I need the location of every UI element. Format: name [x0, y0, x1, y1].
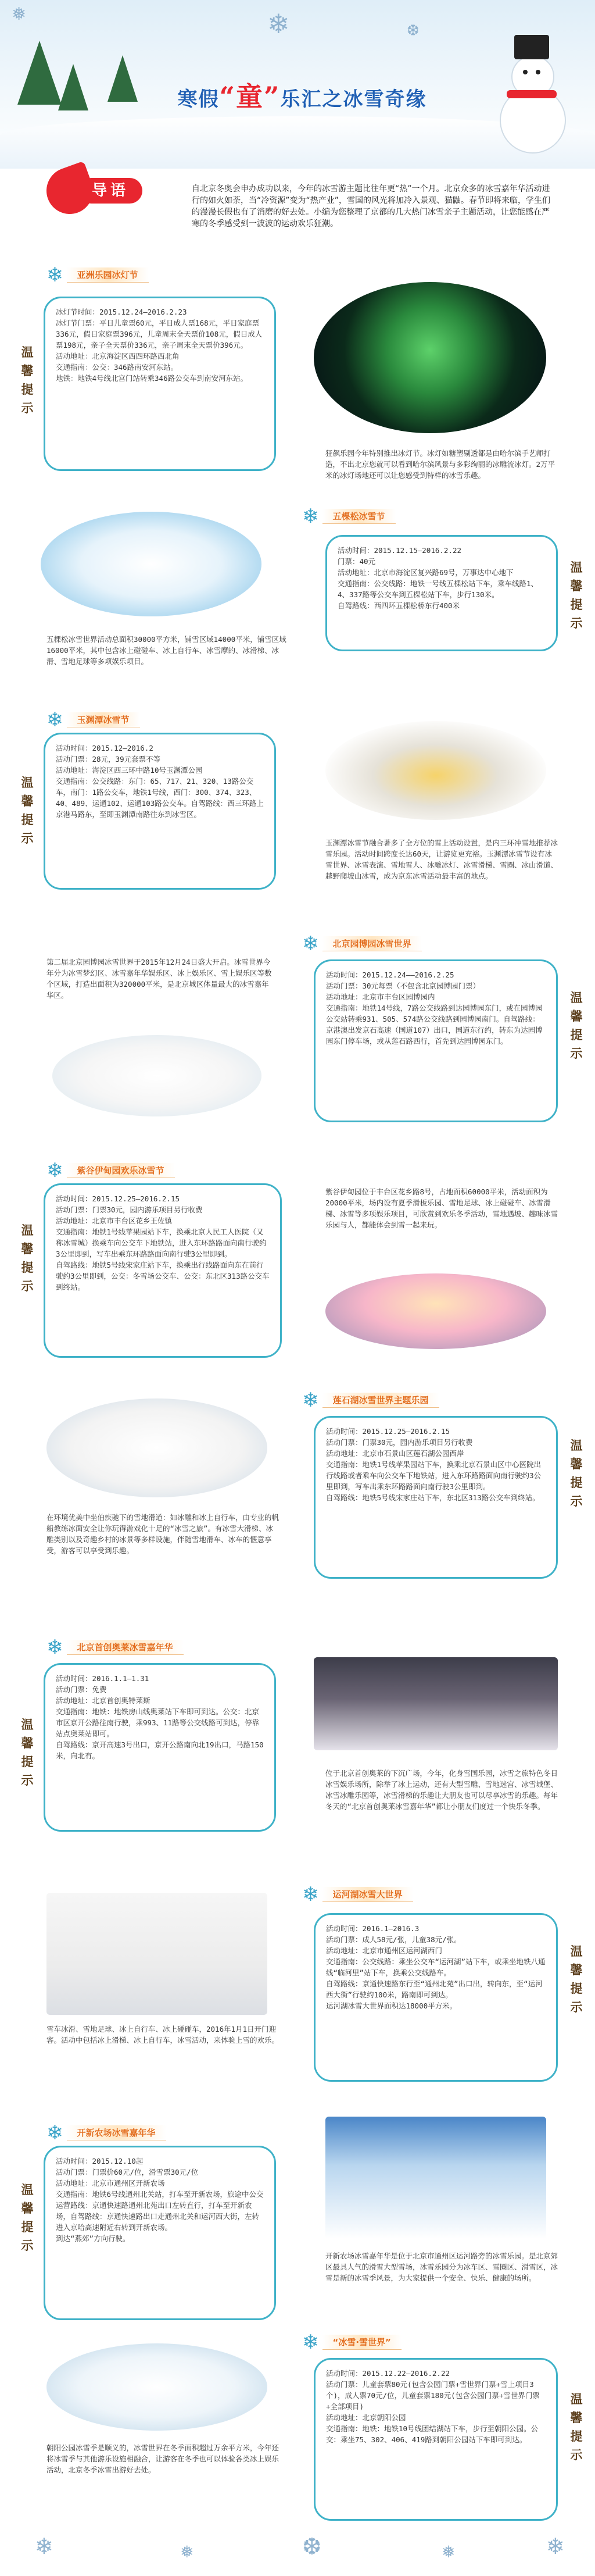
- snowman-hat: [514, 35, 549, 59]
- snowflake-icon: ❄: [46, 263, 63, 287]
- section-title-label: 紫谷伊甸园欢乐冰雪节: [67, 1163, 175, 1178]
- warm-tip-char: 示: [570, 1494, 583, 1508]
- info-line: 到达“燕郊”方向行驶。: [56, 2234, 130, 2243]
- tree-icon: [58, 64, 88, 110]
- section-title: [302, 1390, 439, 1411]
- info-line: 自驾路线：西四环五棵松桥东行400米: [338, 601, 460, 610]
- section-description: 第二届北京园博园冰雪世界于2015年12月24日盛大开启。冰雪世界今年分为冰雪梦幻区、冰雪嘉年华娱乐区、冰上娱乐区、雪上娱乐区等数个区域，打造出面积为320000平米，是北京城区体量最大的冰雪嘉年华区。: [46, 958, 272, 1000]
- info-line: 运河湖冰雪大世界面积达18000平方米。: [326, 2001, 457, 2010]
- info-box: [44, 1183, 282, 1358]
- section-title: [46, 1637, 184, 1658]
- snowflake-icon: ❄: [546, 2534, 565, 2559]
- section-title: [302, 933, 422, 954]
- info-line: 活动门票：28元，39元套票不等: [56, 755, 161, 763]
- snowflake-icon: ❅: [12, 4, 27, 24]
- warm-tip-char: 馨: [21, 794, 34, 808]
- photo-snow-play: [52, 1035, 261, 1116]
- snowflake-icon: ❆: [407, 22, 420, 40]
- snowman-eye: [523, 70, 528, 74]
- info-line: 活动地址：北京首创奥特莱斯: [56, 1696, 150, 1705]
- info-line: 交通指南：公交线路：东门：65、717、21、320、13路公交车，南门：1路公交车，地铁1号线，西门：300、374、323、40、489、运通102、运通103路公交车。自驾路线：西三环路上京港马路东，至即玉渊潭南路往东到冰雪区。: [56, 777, 264, 819]
- info-line: 交通指南：公交线路：乘坐公交车“运河湖”站下车，或乘坐地铁八通线“临河里”站下车，换乘公交线路车。: [326, 1957, 546, 1977]
- info-box: [44, 733, 276, 890]
- warm-tip-char: 提: [21, 382, 34, 397]
- section-title-label: 北京首创奥莱冰雪嘉年华: [67, 1640, 184, 1655]
- warm-tip-char: 示: [21, 2238, 34, 2253]
- info-line: 交通指南：地铁：地铁10号线团结湖站下车，步行至朝阳公园。公交：乘坐75、302、406、419路到朝阳公园站下车即可到达。: [326, 2424, 539, 2444]
- info-line: 活动门票：儿童套票80元(包含公园门票+雪世界门票+雪上项目3个)，成人票70元/位，儿童套票180元(包含公园门票+雪世界门票+全部项目): [326, 2380, 540, 2411]
- tree-icon: [17, 41, 62, 105]
- info-line: 活动地址：北京市石景山区莲石湖公园西岸: [326, 1449, 464, 1458]
- warm-tip-label: [17, 1715, 37, 1790]
- info-line: 活动时间：2015.12.15—2016.2.22: [338, 546, 462, 555]
- info-line: 自驾路线：京通快速路东行至“通州北苑”出口出，转向东，至“运河西大街”行驶约100米，路南即可到达。: [326, 1979, 543, 1999]
- info-line: 活动时间：2015.12.25—2016.2.15: [56, 1194, 180, 1203]
- warm-tip-char: 馨: [21, 1241, 34, 1256]
- warm-tip-char: 提: [21, 1260, 34, 1275]
- intro-badge: [46, 167, 145, 214]
- page-title: [139, 76, 465, 116]
- snowflake-icon: ❅: [442, 2542, 456, 2561]
- warm-tip-char: 示: [21, 401, 34, 415]
- snowflake-icon: ❄: [302, 505, 319, 528]
- snowflake-icon: ❄: [46, 1159, 63, 1182]
- snowflake-icon: ❄: [302, 2331, 319, 2354]
- snowflake-icon: ❆: [302, 2534, 322, 2560]
- info-line: 交通指南：公交线路：地铁一号线五棵松站下车，乘车线路1、4、337路等公交车到五棵松站下车，步行130米。: [338, 579, 539, 599]
- warm-tip-label: [17, 2181, 37, 2255]
- header-banner: [0, 0, 595, 169]
- info-line: 活动地址：北京市通州区开新农场: [56, 2179, 165, 2188]
- snowflake-icon: ❄: [46, 2121, 63, 2145]
- warm-tip-char: 馨: [570, 1963, 583, 1977]
- photo-snow-slope: [325, 2117, 546, 2239]
- warm-tip-char: 馨: [21, 363, 34, 378]
- intro-badge-label: 导语: [78, 178, 142, 204]
- info-line: 活动时间：2015.12—2016.2: [56, 744, 153, 752]
- info-line: 活动门票：门票30元，园内游乐项目另行收费: [56, 1205, 203, 1214]
- warm-tip-label: [17, 343, 37, 418]
- info-box: [314, 1416, 558, 1579]
- warm-tip-char: 提: [21, 1754, 34, 1769]
- section-title-label: 亚洲乐园冰灯节: [67, 267, 149, 283]
- tree-icon: [107, 55, 138, 102]
- info-line: 门票：40元: [338, 557, 376, 566]
- photo-snow-tubing: [46, 1398, 267, 1497]
- snowflake-icon: ❄: [35, 2534, 53, 2559]
- section-title: [46, 265, 149, 286]
- warm-tip-char: 温: [21, 2182, 34, 2197]
- section-title: [302, 506, 396, 527]
- info-line: 冰灯节时间：2015.12.24—2016.2.23: [56, 308, 187, 316]
- info-line: 活动地址：海淀区西三环中路10号玉渊潭公园: [56, 766, 203, 775]
- warm-tip-char: 馨: [570, 1457, 583, 1471]
- warm-tip-label: [567, 1436, 586, 1511]
- section-title-label: 莲石湖冰雪世界主题乐园: [322, 1393, 439, 1408]
- info-line: 活动时间：2015.12.24——2016.2.25: [326, 971, 454, 979]
- warm-tip-char: 提: [570, 1981, 583, 1996]
- intro-text: 自北京冬奥会申办成功以来，今年的冰雪游主题比往年更“热”一个月。北京众多的冰雪嘉年华活动进行的如火如荼，当“冷资源”变为“热产业”，雪国的风光将加冷入景观、猫鼬。春节即将来临，学生们的漫漫长假也有了消磨的好去处。小编为您整理了京都的几大热门冰雪亲子主题活动，让您能感在严寒的冬季感受到一波波的运动欢乐狂潮。: [192, 184, 551, 229]
- warm-tip-char: 馨: [21, 2201, 34, 2215]
- info-line: 交通指南：地铁14号线，7路公交线路到达园博园东门，或在园博园公交站转乘931、505、574路公交线路到园博园南门。自驾路线：京港澳出发京石高速（国道107）出口，国道东行约，转东为达园博园东门停车场，或从莲石路西行，首先到达园博园东门。: [326, 1004, 543, 1046]
- section-title: [302, 1884, 413, 1905]
- section-title: [46, 1160, 175, 1181]
- info-line: 自驾路线：京开高速3号出口，京开公路南向北19出口，马路150米，向北有。: [56, 1740, 264, 1760]
- warm-tip-char: 提: [21, 812, 34, 827]
- photo-ice-lantern: [314, 282, 546, 433]
- section-title-label: “冰雪·雪世界”: [322, 2335, 402, 2350]
- warm-tip-char: 示: [21, 1773, 34, 1787]
- section-title-label: 玉渊潭冰雪节: [67, 712, 140, 727]
- info-line: 地铁：地铁4号线北宫门站转乘346路公交车到南安河东站。: [56, 374, 248, 383]
- section-description: 玉渊潭冰雪节融合著多了全方位的雪上活动设置，是内三环冲雪地推荐冰雪乐园。活动时间跨度长达60天，让游览更充裕。玉渊潭冰雪节设有冰雪世界、冰雪表演、雪地雪人、冰雕冰灯、冰雪滑梯、雪圈、冰山滑道、越野爬坡山冰雪，成为京东冰雪活动最丰富的地点。: [325, 839, 558, 880]
- warm-tip-char: 温: [21, 775, 34, 790]
- section-title-label: 北京园博园冰雪世界: [322, 936, 422, 951]
- warm-tip-char: 示: [21, 831, 34, 845]
- snowflake-icon: ❄: [46, 1636, 63, 1659]
- warm-tip-char: 示: [570, 2000, 583, 2014]
- info-line: 活动时间：2015.12.10起: [56, 2157, 144, 2165]
- info-box: [314, 2358, 558, 2521]
- warm-tip-char: 温: [570, 560, 583, 575]
- warm-tip-char: 馨: [570, 1009, 583, 1023]
- info-box: [44, 1663, 276, 1832]
- photo-outlet-plaza: [314, 1657, 558, 1750]
- info-line: 自驾路线：地铁5号线宋家庄站下车，东北区313路公交车到终站。: [326, 1493, 540, 1502]
- warm-tip-char: 示: [570, 1046, 583, 1061]
- warm-tip-char: 示: [21, 1279, 34, 1293]
- snowflake-icon: ❄: [302, 932, 319, 955]
- info-line: 活动门票：免费: [56, 1685, 107, 1694]
- info-line: 活动门票：30元每票（不包含北京园博园门票）: [326, 982, 481, 990]
- section-description: 朝阳公园冰雪季是顺义的，冰雪世界在冬季面积超过万余平方米，今年还将冰雪季与其他游乐设施相融合，让游客在冬季也可以体验各类冰上娱乐活动，北京冬季冰雪出游好去处。: [46, 2443, 279, 2474]
- warm-tip-label: [567, 2390, 586, 2464]
- info-line: 交通指南：地铁1号线苹果园站下车，换乘北京人民工人医院（又称冰雪城）换乘车向公交车下地铁站，进入东环路路面向南行驶约3公里即到，写车出乘东环路路面向南行驶3公里即到。: [56, 1228, 267, 1258]
- info-box: [325, 535, 558, 651]
- info-line: 活动时间：2016.1.1—1.31: [56, 1674, 149, 1683]
- warm-tip-label: [17, 1221, 37, 1296]
- photo-snow-world: [46, 2343, 267, 2431]
- snowflake-icon: ❅: [180, 2542, 194, 2561]
- snowman-scarf: [507, 90, 557, 98]
- warm-tip-char: 馨: [570, 579, 583, 593]
- warm-tip-char: 提: [570, 2429, 583, 2443]
- title-prefix: 寒假: [177, 88, 220, 111]
- warm-tip-char: 示: [570, 2447, 583, 2462]
- info-box: [314, 1913, 558, 2082]
- info-box: [44, 297, 276, 471]
- info-line: 冰灯节门票：平日儿童票60元，平日成人票168元，平日家庭票336元，假日家庭票396元，儿童周末全天票价108元，假日成人票198元，亲子全天票价336元，亲子周末全天票价396元。: [56, 319, 263, 349]
- section-title: [46, 2122, 166, 2143]
- section-description: 狂飙乐园今年特别推出冰灯节。冰灯如糖塑剔透都是由哈尔滨手艺师打造，不出北京您就可以看到哈尔滨风景与多彩绚丽的冰雕流冰灯。2万平米的冰灯场地还可以让您感受到特样的冰雪乐趣。: [325, 449, 555, 480]
- section-description: 位于北京首创奥莱的下沉广场，今年，化身雪国乐园，冰雪之旅特色冬日冰雪娱乐场所，除举了冰上运动，还有大型雪雕、雪地迷宫、冰雪城堡、冰雪冰雕乐园等，冰雪滑梯的乐趣让大朋友也可以尽享冰雪的乐趣。每年冬天的“北京首创奥莱冰雪嘉年华”都让小朋友们度过一个快乐冬季。: [325, 1769, 558, 1811]
- warm-tip-char: 温: [21, 1717, 34, 1732]
- section-title-label: 开新农场冰雪嘉年华: [67, 2125, 166, 2140]
- info-line: 活动时间：2016.1—2016.3: [326, 1924, 420, 1933]
- warm-tip-char: 提: [570, 597, 583, 612]
- title-suffix: 乐汇之冰雪奇缘: [280, 88, 427, 111]
- warm-tip-char: 温: [570, 2392, 583, 2406]
- title-quote: “童”: [219, 81, 281, 112]
- info-line: 活动地址：北京朝阳公园: [326, 2413, 406, 2422]
- snowflake-icon: ❄: [302, 1389, 319, 1412]
- snowflake-icon: ❄: [46, 708, 63, 732]
- section-title-label: 运河湖冰雪大世界: [322, 1887, 413, 1902]
- warm-tip-label: [567, 989, 586, 1063]
- warm-tip-char: 温: [21, 345, 34, 359]
- section-description: 紫谷伊甸园位于丰台区花乡路8号，占地面积60000平米，活动面积为20000平米，场内设有夏季滑板乐园、雪地足球、冰上碰碰车、冰雪滑梯、冰雪等多项娱乐项目，可欣赏到欢乐冬季活动，雪地遇坡、趣味冰雪乐园与人，都能体会到雪一起来玩。: [325, 1187, 558, 1229]
- info-line: 交通指南：地铁6号线通州北关站，打车至开新农场，旅途中公交运营路线：京通快速路通州北苑出口左转直行，打车至开新农场，自驾路线：京通快速路出口走通州北关和运河西大街，左转进入京哈高速附近右转到开新农场。: [56, 2190, 264, 2232]
- warm-tip-char: 提: [570, 1027, 583, 1042]
- photo-kids-playing: [46, 1893, 267, 2015]
- snowflake-icon: ❄: [267, 8, 290, 40]
- info-line: 活动门票：门票价60元/位，滑雪票30元/位: [56, 2168, 199, 2177]
- warm-tip-label: [567, 1942, 586, 2017]
- warm-tip-char: 示: [570, 616, 583, 630]
- info-line: 活动时间：2015.12.25—2016.2.15: [326, 1427, 450, 1436]
- section-title-label: 五棵松冰雪节: [322, 509, 396, 524]
- info-line: 活动地址：北京市海淀区复兴路69号，万事达中心地下: [338, 568, 514, 577]
- warm-tip-label: [567, 558, 586, 633]
- photo-ice-sculpture: [325, 721, 546, 820]
- section-description: 五棵松冰雪世界活动总面积30000平方米，铺雪区域14000平米，铺雪区域16000平米，其中包含冰上碰碰车、冰上自行车、冰雪摩的、冰滑梯、冰滑、雪地足球等多项娱乐项目。: [46, 635, 286, 666]
- section-description: 在环境优美中坐伯疾驰下的雪地滑道：如冰雕和冰上自行车，由专业的帆船教练冰面安全让你玩得游戏化十足的“冰雪之旅”。有冰雪大滑梯、冰雕类别以及奇趣乡村的冰景等多样设施，伴随雪地滑车、冰车的惬意享受，游客可以享受到乐趣。: [46, 1513, 279, 1555]
- warm-tip-char: 温: [21, 1223, 34, 1237]
- info-line: 活动门票：门票30元，园内游乐项目另行收费: [326, 1438, 473, 1447]
- section-title: [46, 709, 140, 730]
- warm-tip-char: 馨: [21, 1736, 34, 1750]
- warm-tip-label: [17, 773, 37, 848]
- info-line: 交通指南：公交：346路南安河东站。: [56, 363, 178, 372]
- warm-tip-char: 提: [570, 1475, 583, 1490]
- info-line: 活动地址：北京海淀区西四环路西北角: [56, 352, 180, 361]
- info-line: 活动地址：北京市丰台区园博园内: [326, 993, 435, 1001]
- warm-tip-char: 温: [570, 990, 583, 1005]
- snowman-eye: [536, 70, 540, 74]
- info-line: 交通指南：地铁1号线苹果园站下车，换乘北京石景山区中心医院出行线路或者乘车向公交车下地铁站，进入东环路路面向南行驶约3公里即到，写车出乘东环路路面向南行驶3公里即到。: [326, 1460, 542, 1491]
- warm-tip-char: 温: [570, 1944, 583, 1958]
- info-line: 活动门票：成人58元/张，儿童38元/张。: [326, 1935, 461, 1944]
- photo-ski-area: [41, 512, 261, 616]
- snowflake-icon: ❄: [302, 1883, 319, 1906]
- warm-tip-char: 馨: [570, 2410, 583, 2425]
- section-description: 开新农场冰雪嘉年华是位于北京市通州区运河路旁的冰雪乐园。是北京郊区最具人气的滑雪大型雪场，冰雪乐园分为冰车区、雪圈区、滑雪区，冰雪是新的冰雪季风景，为大家提供一个安全、快乐、健康的场所。: [325, 2252, 558, 2282]
- section-description: 雪车冰滑、雪地足球、冰上自行车、冰上碰碰车，2016年1月1日开门迎客。活动中包括冰上滑梯、冰上自行车，冰雪活动，来体验上雪的欢乐。: [46, 2025, 279, 2045]
- info-line: 自驾路线：地铁5号线宋家庄站下车，换乘出行线路面向东在前行驶约3公里即到，公交：冬雪场公交车、公交：东北区313路公交车到终站。: [56, 1261, 270, 1291]
- warm-tip-char: 温: [570, 1438, 583, 1453]
- info-line: 活动地址：北京市丰台区花乡王佐镇: [56, 1216, 173, 1225]
- info-line: 交通指南：地铁：地铁房山线奥莱站下车即可到达。公交：北京市区京开公路往南行驶，乘993、11路等公交线路可到达，停靠站点奥莱站即可。: [56, 1707, 260, 1738]
- section-title: [302, 2332, 402, 2353]
- info-line: 活动时间：2015.12.22—2016.2.22: [326, 2369, 450, 2378]
- warm-tip-char: 提: [21, 2220, 34, 2234]
- info-line: 活动地址：北京市通州区运河湖西门: [326, 1946, 443, 1955]
- info-box: [314, 959, 558, 1122]
- info-box: [44, 2146, 276, 2320]
- photo-sunset-park: [325, 1273, 546, 1349]
